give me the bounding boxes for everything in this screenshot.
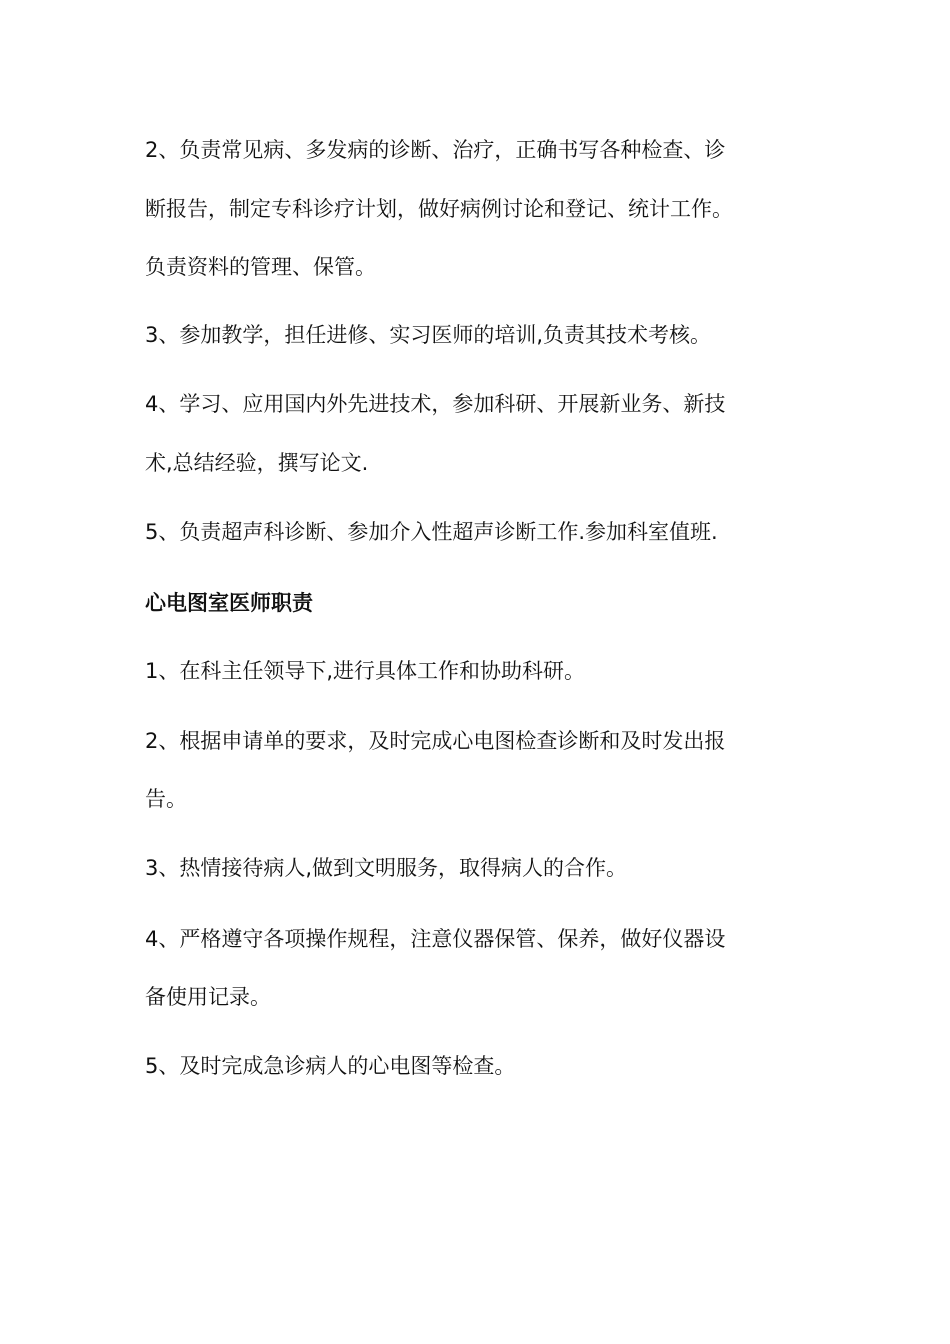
paragraph-line: 负责资料的管理、保管。 xyxy=(145,255,376,279)
paragraph-line: 断报告，制定专科诊疗计划，做好病例讨论和登记、统计工作。 xyxy=(145,197,733,221)
paragraph-line: 告。 xyxy=(145,787,187,811)
paragraph-line: 2、根据申请单的要求，及时完成心电图检查诊断和及时发出报 xyxy=(145,729,726,753)
paragraph-line: 4、学习、应用国内外先进技术，参加科研、开展新业务、新技 xyxy=(145,392,726,416)
paragraph-line: 3、参加教学，担任进修、实习医师的培训,负责其技术考核。 xyxy=(145,323,712,347)
section-heading: 心电图室医师职责 xyxy=(145,591,313,615)
paragraph-line: 1、在科主任领导下,进行具体工作和协助科研。 xyxy=(145,659,586,683)
paragraph-line: 术,总结经验，撰写论文. xyxy=(145,451,369,475)
paragraph-line: 备使用记录。 xyxy=(145,985,271,1009)
paragraph-line: 3、热情接待病人,做到文明服务，取得病人的合作。 xyxy=(145,856,628,880)
paragraph-line: 5、负责超声科诊断、参加介入性超声诊断工作.参加科室值班. xyxy=(145,520,718,544)
paragraph-line: 4、严格遵守各项操作规程，注意仪器保管、保养，做好仪器设 xyxy=(145,927,726,951)
paragraph-line: 2、负责常见病、多发病的诊断、治疗，正确书写各种检查、诊 xyxy=(145,138,726,162)
paragraph-line: 5、及时完成急诊病人的心电图等检查。 xyxy=(145,1054,516,1078)
